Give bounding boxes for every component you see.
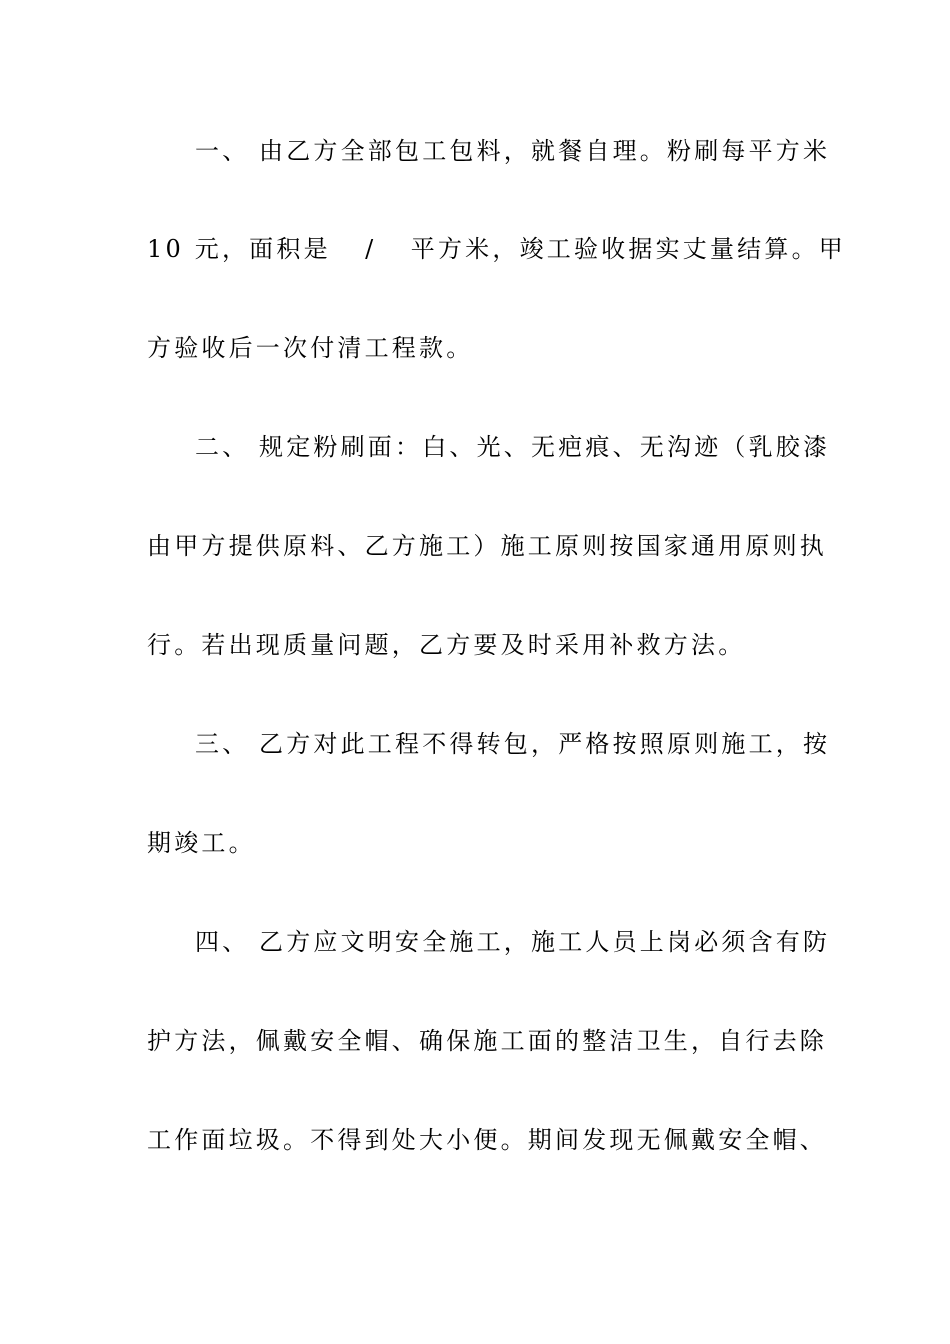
clause-1-line-2 [147,234,846,264]
area-blank: / [365,235,377,263]
clause-1-text-1: 由乙方全部包工包料，就餐自理。粉刷每平方米 [259,137,831,165]
clause-3-text-1: 乙方对此工程不得转包，严格按照原则施工，按 [259,730,831,758]
clause-2-marker: 二、 [195,433,250,461]
clause-2-line-2: 由甲方提供原料、乙方施工）施工原则按国家通用原则执 [147,532,827,560]
clause-2-line-1 [195,432,855,462]
clause-4-text-1: 乙方应文明安全施工，施工人员上岗必须含有防 [259,928,831,956]
clause-2-text-1: 规定粉刷面：白、光、无疤痕、无沟迹（乳胶漆 [259,433,831,461]
clause-4-marker: 四、 [195,928,250,956]
clause-1-line-1 [195,136,855,166]
clause-2-line-3: 行。若出现质量问题，乙方要及时采用补救方法。 [147,631,746,659]
clause-1-marker: 一、 [195,137,250,165]
clause-4-line-2: 护方法，佩戴安全帽、确保施工面的整洁卫生，自行去除 [147,1027,827,1055]
clause-3-line-2: 期竣工。 [147,829,256,857]
clause-1-text-2b: 平方米，竣工验收据实丈量结算。甲 [410,235,846,263]
clause-3-line-1 [195,729,855,759]
clause-4-line-1 [195,927,855,957]
clause-1-line-3: 方验收后一次付清工程款。 [147,334,474,362]
clause-4-line-3: 工作面垃圾。不得到处大小便。期间发现无佩戴安全帽、 [147,1126,827,1154]
clause-1-text-2a: 10 元，面积是 [147,235,331,263]
clause-3-marker: 三、 [195,730,250,758]
